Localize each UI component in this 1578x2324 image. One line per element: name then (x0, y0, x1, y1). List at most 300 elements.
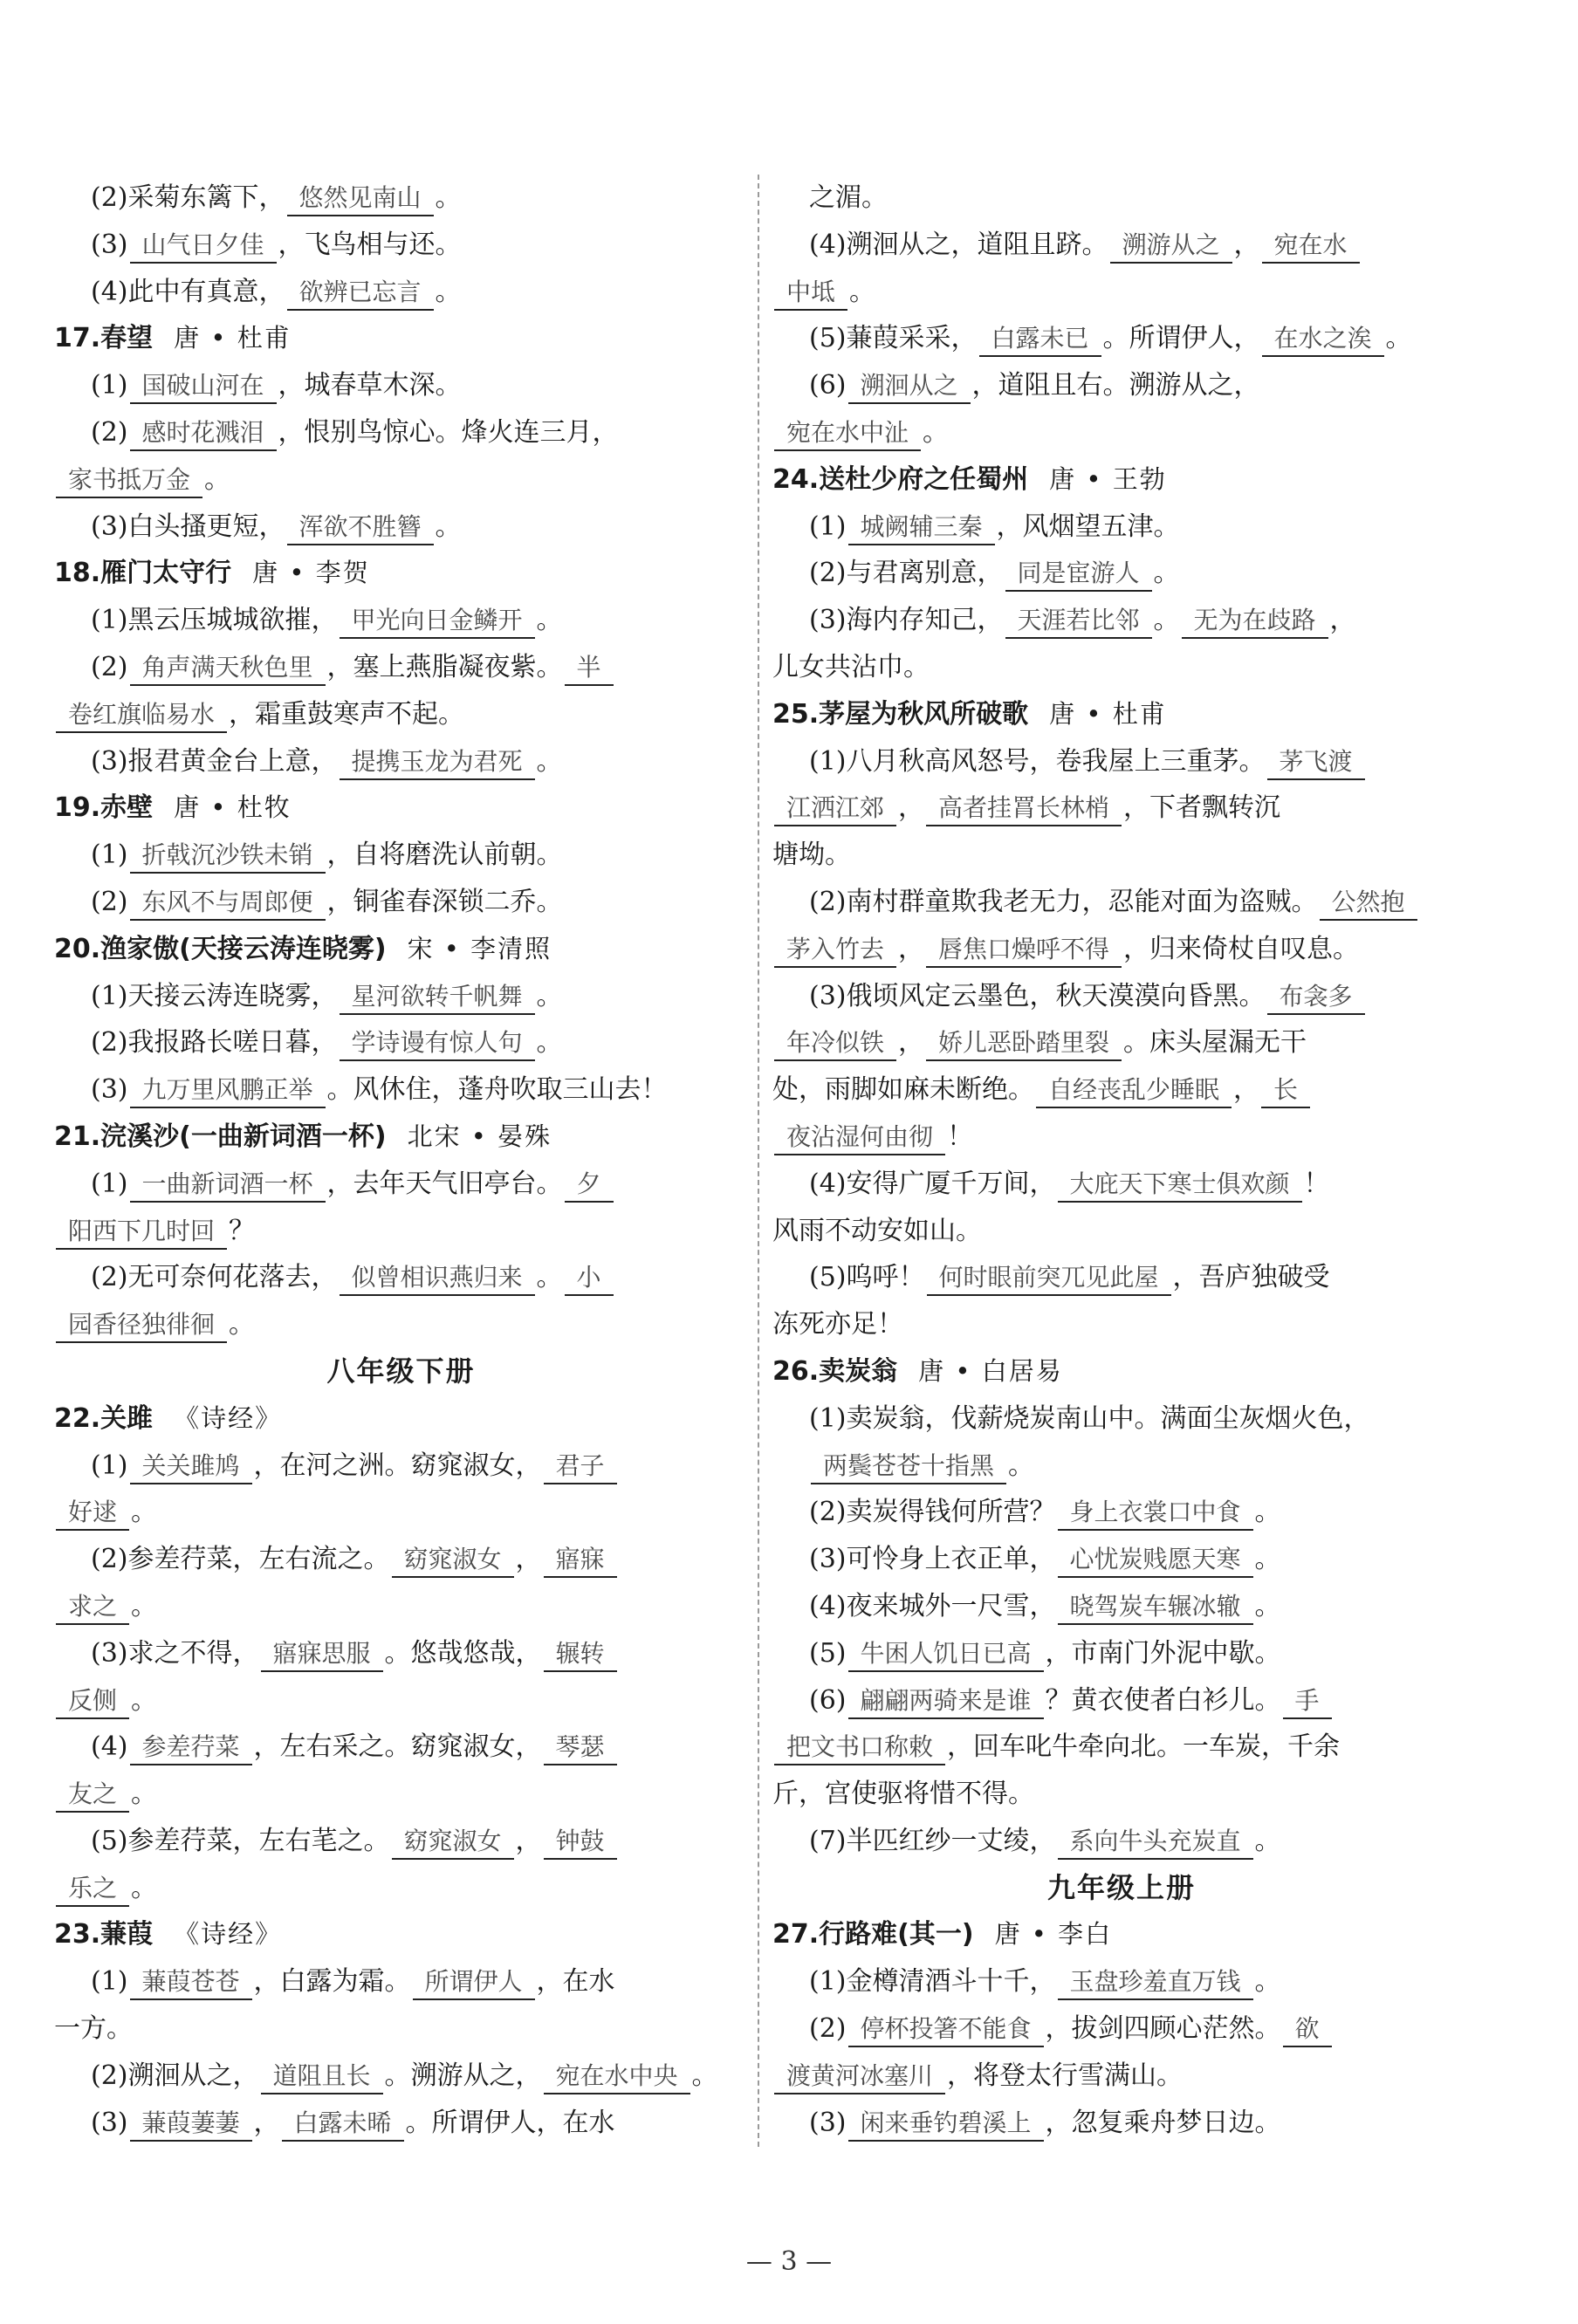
line (772, 879, 1471, 926)
answer-blank: 身上衣裳口中食 (1058, 1496, 1253, 1531)
text: 。所谓伊人， (1102, 323, 1260, 354)
answer-blank: 星河欲转千帆舞 (340, 980, 535, 1015)
text: ，霜重鼓寒声不起。 (229, 698, 465, 730)
text: ，归来倚杖自叹息。 (1123, 933, 1360, 964)
line (772, 1019, 1471, 1066)
answer-blank: 系向牛头充炭直 (1058, 1825, 1253, 1860)
text: 。溯游从之， (384, 2060, 542, 2091)
answer-blank: 山气日夕佳 (130, 229, 277, 264)
poem-author: 《诗经》 (174, 1919, 283, 1950)
answer-blank: 一曲新词酒一杯 (130, 1168, 326, 1203)
answer-blank: 在水之涘 (1262, 322, 1384, 357)
answer-blank: 玉盘珍羞直万钱 (1058, 1965, 1253, 2000)
answer-blank: 晓驾炭车辗冰辙 (1058, 1590, 1253, 1625)
text: (2) (91, 416, 128, 448)
answer-blank: 把文书口称敕 (774, 1731, 945, 1765)
text: ，下者飘转沉 (1123, 792, 1281, 824)
line (772, 785, 1471, 832)
answer-blank: 窈窕淑女 (392, 1825, 514, 1860)
line (54, 409, 748, 456)
line (772, 362, 1471, 409)
answer-blank: 乐之 (56, 1872, 129, 1907)
text: 。 (923, 416, 950, 448)
answer-blank: 折戟沉沙铁未销 (130, 839, 326, 874)
line (772, 409, 1471, 456)
text: ， (1233, 1074, 1260, 1106)
line (54, 1583, 748, 1630)
line (54, 644, 748, 691)
line (772, 644, 1471, 691)
text: (1) (91, 1168, 128, 1199)
text: 。 (1254, 1825, 1281, 1856)
answer-blank: 寤寐思服 (261, 1637, 383, 1672)
poem-title: 行路难(其一) (819, 1919, 974, 1950)
text: 。 (131, 1684, 158, 1716)
text: ，将登太行雪满山。 (947, 2060, 1184, 2091)
line (54, 2100, 748, 2147)
text: ，在河之洲。窈窕淑女， (253, 1450, 542, 1481)
line (772, 2005, 1471, 2053)
text: 。 (131, 1779, 158, 1810)
answer-blank: 君子 (544, 1450, 617, 1484)
text: ，左右采之。窈窕淑女， (253, 1731, 542, 1763)
poem-number: 26. (772, 1355, 820, 1387)
answer-blank: 浑欲不胜簪 (287, 511, 434, 545)
answer-blank: 两鬓苍苍十指黑 (811, 1450, 1006, 1484)
text: (1) (809, 511, 847, 542)
text: 。 (435, 182, 462, 213)
text: 。 (131, 1590, 158, 1621)
text: ，自将磨洗认前朝。 (326, 840, 563, 871)
text: (1) (91, 1966, 128, 1998)
line (772, 1489, 1471, 1536)
poem-heading (54, 926, 748, 973)
answer-blank: 道阻且长 (261, 2060, 383, 2094)
poem-author: 宋 • 李清照 (407, 933, 552, 963)
answer-blank: 学诗谩有惊人句 (340, 1026, 535, 1061)
text: 。 (131, 1872, 158, 1903)
poem-number: 19. (54, 792, 101, 824)
answer-blank: 宛在水 (1262, 229, 1360, 264)
text: ，回车叱牛牵向北。一车炭，千余 (947, 1731, 1341, 1763)
text: ？ (229, 1215, 256, 1246)
text: ，市南门外泥中歇。 (1045, 1637, 1281, 1669)
answer-blank: 天涯若比邻 (1005, 604, 1152, 639)
answer-blank: 公然抱 (1320, 886, 1417, 921)
line (772, 1818, 1471, 1865)
line (772, 269, 1471, 316)
text: 之湄。 (809, 182, 888, 213)
text: (2)溯洄从之， (91, 2060, 259, 2091)
poem-heading (54, 1911, 748, 1958)
line (54, 1958, 748, 2005)
poem-heading (54, 315, 748, 362)
text: ！ (947, 1121, 974, 1152)
answer-blank: 牛困人饥日已高 (848, 1637, 1044, 1672)
text: (1) (91, 1450, 128, 1481)
answer-blank: 寤寐 (544, 1543, 617, 1578)
answer-blank: 友之 (56, 1778, 129, 1813)
text: ，吾庐独破受 (1172, 1262, 1330, 1293)
poem-author: 《诗经》 (174, 1402, 283, 1433)
answer-blank: 宛在水中央 (544, 2060, 690, 2094)
answer-blank: 城阙辅三秦 (848, 511, 995, 545)
text: (3)报君黄金台上意， (91, 745, 338, 777)
text: 。 (1153, 605, 1180, 636)
answer-blank: 溯洄从之 (848, 369, 971, 404)
answer-blank: 半 (565, 651, 614, 686)
text: (1)八月秋高风怒号，卷我屋上三重茅。 (809, 745, 1266, 777)
text: 。风休住，蓬舟吹取三山去！ (326, 1074, 668, 1106)
text: ，在水 (536, 1966, 615, 1998)
section-title: 九年级上册 (1046, 1870, 1196, 1904)
answer-blank: 何时眼前突兀见此屋 (927, 1261, 1171, 1296)
line (54, 1066, 748, 1114)
text: 。 (1153, 558, 1180, 589)
poem-number: 27. (772, 1919, 820, 1950)
text: 。 (536, 1262, 563, 1293)
text: 处，雨脚如麻未断绝。 (772, 1074, 1034, 1106)
answer-blank: 长 (1261, 1073, 1310, 1108)
answer-blank: 好逑 (56, 1496, 129, 1531)
answer-blank: 辗转 (544, 1637, 617, 1672)
text: 塘坳。 (772, 840, 851, 871)
text: (3) (91, 229, 128, 260)
line (772, 1958, 1471, 2005)
text: (2)采菊东篱下， (91, 182, 285, 213)
line (54, 222, 748, 269)
text: ，风烟望五津。 (996, 511, 1180, 542)
text: (2)与君离别意， (809, 558, 1004, 589)
text: (2)我报路长嗟日暮， (91, 1027, 338, 1059)
line (772, 1630, 1471, 1677)
line (54, 1536, 748, 1583)
text: 。 (1254, 1544, 1281, 1575)
line (54, 1301, 748, 1348)
line (772, 1583, 1471, 1630)
text: (3) (91, 2107, 128, 2138)
line (772, 1114, 1471, 1161)
poem-title: 赤壁 (100, 792, 154, 824)
answer-blank: 夕 (565, 1168, 614, 1203)
text: (3)俄顷风定云墨色，秋天漠漠向昏黑。 (809, 980, 1266, 1011)
answer-blank: 家书抵万金 (56, 463, 202, 498)
line (772, 1536, 1471, 1583)
section-title: 八年级下册 (326, 1354, 476, 1388)
answer-blank: 年冷似铁 (774, 1026, 896, 1061)
poem-number: 23. (54, 1919, 101, 1950)
poem-heading (54, 1114, 748, 1161)
text: ，飞鸟相与还。 (278, 229, 462, 260)
answer-blank: 心忧炭贱愿天寒 (1058, 1543, 1253, 1578)
line (772, 504, 1471, 551)
answer-blank: 无为在歧路 (1182, 604, 1328, 639)
text: 。悠哉悠哉， (384, 1637, 542, 1669)
line (54, 362, 748, 409)
line (772, 597, 1471, 644)
text: ， (515, 1825, 542, 1856)
line (772, 1066, 1471, 1114)
answer-blank: 白露未已 (979, 322, 1101, 357)
answer-blank: 阳西下几时回 (56, 1215, 227, 1250)
text: 。 (536, 605, 563, 636)
answer-blank: 手 (1283, 1684, 1332, 1719)
poem-heading (54, 785, 748, 832)
text: (3)求之不得， (91, 1637, 259, 1669)
poem-author: 唐 • 李白 (994, 1919, 1113, 1950)
text: ，恨别鸟惊心。烽火连三月， (278, 416, 619, 448)
text: 斤，宫使驱将惜不得。 (772, 1779, 1034, 1810)
text: (4)夜来城外一尺雪， (809, 1590, 1056, 1621)
text: 。 (1008, 1450, 1035, 1481)
text: (4)此中有真意， (91, 276, 285, 307)
answer-blank: 卷红旗临易水 (56, 698, 227, 733)
answer-blank: 提携玉龙为君死 (340, 745, 535, 780)
answer-blank: 宛在水中沚 (774, 416, 921, 451)
text: 。 (1254, 1590, 1281, 1621)
text: (6) (809, 370, 847, 401)
right-column (772, 175, 1471, 2146)
answer-blank: 求之 (56, 1590, 129, 1625)
page-number: — 3 — (745, 2246, 833, 2277)
answer-blank: 蒹葭萋萋 (130, 2107, 252, 2142)
left-column (54, 175, 748, 2146)
answer-blank: 自经丧乱少睡眠 (1036, 1073, 1232, 1108)
poem-heading (772, 456, 1471, 504)
line (772, 1301, 1471, 1348)
text: (1) (91, 370, 128, 401)
line (54, 973, 748, 1020)
poem-number: 18. (54, 558, 101, 589)
line (54, 832, 748, 879)
text: 。 (435, 276, 462, 307)
line (54, 1818, 748, 1865)
text: ，忽复乘舟梦日边。 (1045, 2107, 1281, 2138)
poem-heading (54, 550, 748, 597)
line (54, 456, 748, 504)
text: ， (1233, 229, 1260, 260)
poem-number: 21. (54, 1121, 101, 1152)
poem-author: 唐 • 李贺 (252, 558, 370, 588)
poem-author: 唐 • 杜甫 (1049, 698, 1167, 729)
text: 。 (536, 745, 563, 777)
text: 。 (691, 2060, 718, 2091)
line (54, 1443, 748, 1490)
line (54, 2005, 748, 2053)
answer-blank: 唇焦口燥呼不得 (926, 933, 1122, 968)
poem-number: 24. (772, 463, 820, 495)
line (772, 973, 1471, 1020)
line (54, 504, 748, 551)
line (54, 1771, 748, 1818)
answer-blank: 溯游从之 (1110, 229, 1232, 264)
answer-blank: 九万里风鹏正举 (130, 1073, 326, 1108)
answer-blank: 停杯投箸不能食 (848, 2012, 1044, 2047)
answer-blank: 茅飞渡 (1267, 745, 1365, 780)
line (772, 738, 1471, 785)
poem-author: 唐 • 白居易 (918, 1355, 1063, 1386)
poem-author: 唐 • 王勃 (1049, 463, 1167, 494)
text: 。 (204, 463, 231, 495)
text: ，城春草木深。 (278, 370, 462, 401)
text: 一方。 (54, 2013, 133, 2045)
answer-blank: 娇儿恶卧踏里裂 (926, 1026, 1122, 1061)
text: ， (898, 792, 925, 824)
line (54, 269, 748, 316)
text: 。 (536, 1027, 563, 1059)
text: (1) (91, 840, 128, 871)
answer-blank: 欲 (1283, 2012, 1332, 2047)
answer-blank: 白露未晞 (282, 2107, 404, 2142)
text: (5) (809, 1637, 847, 1669)
answer-blank: 渡黄河冰塞川 (774, 2060, 945, 2094)
answer-blank: 悠然见南山 (287, 182, 434, 216)
line (54, 1489, 748, 1536)
text: 儿女共沾巾。 (772, 651, 930, 682)
text: 。 (229, 1309, 256, 1340)
answer-blank: 园香径独徘徊 (56, 1308, 227, 1343)
text: 。 (849, 276, 876, 307)
line (54, 879, 748, 926)
line (54, 1019, 748, 1066)
poem-title: 雁门太守行 (100, 558, 232, 589)
line (54, 1208, 748, 1255)
answer-blank: 中坻 (774, 276, 847, 311)
text: 。床头屋漏无干 (1123, 1027, 1307, 1059)
line (772, 832, 1471, 879)
line (772, 2053, 1471, 2100)
answer-blank: 国破山河在 (130, 369, 277, 404)
line (54, 1724, 748, 1771)
line (772, 550, 1471, 597)
text: ，铜雀春深锁二乔。 (326, 886, 563, 917)
line (54, 1630, 748, 1677)
text: (1)卖炭翁，伐薪烧炭南山中。满面尘灰烟火色， (809, 1402, 1370, 1434)
answer-blank: 大庇天下寒士俱欢颜 (1058, 1168, 1302, 1203)
poem-title: 蒹葭 (100, 1919, 154, 1950)
text: (2)无可奈何花落去， (91, 1262, 338, 1293)
text: (1)金樽清酒斗十千， (809, 1966, 1056, 1998)
text: (4)溯洄从之，道阻且跻。 (809, 229, 1108, 260)
text: 风雨不动安如山。 (772, 1215, 982, 1246)
text: (1)天接云涛连晓雾， (91, 980, 338, 1011)
text: (3)白头搔更短， (91, 511, 285, 542)
line (54, 691, 748, 738)
line (54, 1865, 748, 1912)
text: ，白露为霜。 (253, 1966, 411, 1998)
line (54, 738, 748, 785)
text: (1)黑云压城城欲摧， (91, 605, 338, 636)
text: (3) (809, 2107, 847, 2138)
text: (5)呜呼！ (809, 1262, 925, 1293)
text: ，道阻且右。溯游从之， (971, 370, 1260, 401)
answer-blank: 所谓伊人 (413, 1965, 535, 2000)
line (772, 1254, 1471, 1301)
line (54, 597, 748, 644)
text: (3)海内存知己， (809, 605, 1004, 636)
answer-blank: 钟鼓 (544, 1825, 617, 1860)
text: (2)卖炭得钱何所营？ (809, 1497, 1056, 1528)
answer-blank: 感时花溅泪 (130, 416, 277, 451)
line (54, 175, 748, 222)
line (54, 1254, 748, 1301)
text: (3) (91, 1074, 128, 1106)
text: ， (515, 1544, 542, 1575)
text: (4) (91, 1731, 128, 1763)
answer-blank: 蒹葭苍苍 (130, 1965, 252, 2000)
line (772, 2100, 1471, 2147)
text: (2)南村群童欺我老无力，忍能对面为盗贼。 (809, 886, 1318, 917)
poem-title: 送杜少府之任蜀州 (819, 463, 1029, 495)
poem-title: 春望 (100, 323, 154, 354)
line (772, 926, 1471, 973)
answer-blank: 茅入竹去 (774, 933, 896, 968)
answer-blank: 参差荇菜 (130, 1731, 252, 1765)
poem-number: 22. (54, 1402, 101, 1434)
answer-blank: 琴瑟 (544, 1731, 617, 1765)
answer-blank: 东风不与周郎便 (130, 886, 326, 921)
poem-author: 唐 • 杜甫 (174, 323, 292, 353)
text: 。 (131, 1497, 158, 1528)
answer-blank: 布衾多 (1267, 980, 1365, 1015)
text: 。 (536, 980, 563, 1011)
poem-heading (772, 1911, 1471, 1958)
text: ， (1329, 605, 1356, 636)
poem-heading (54, 1395, 748, 1443)
text: ， (898, 1027, 925, 1059)
line (54, 2053, 748, 2100)
poem-title: 浣溪沙(一曲新词酒一杯) (100, 1121, 387, 1152)
text: (5)参差荇菜，左右芼之。 (91, 1825, 390, 1856)
answer-blank: 江洒江郊 (774, 792, 896, 826)
line (772, 1724, 1471, 1771)
text: ，拔剑四顾心茫然。 (1045, 2013, 1281, 2045)
text: ， (253, 2107, 280, 2138)
line (772, 1677, 1471, 1724)
text: 冻死亦足！ (772, 1309, 903, 1340)
answer-blank: 甲光向日金鳞开 (340, 604, 535, 639)
line (772, 222, 1471, 269)
answer-blank: 夜沾湿何由彻 (774, 1121, 945, 1155)
text: 。所谓伊人，在水 (405, 2107, 615, 2138)
line (772, 175, 1471, 222)
text: ，塞上燕脂凝夜紫。 (326, 651, 563, 682)
poem-title: 茅屋为秋风所破歌 (819, 698, 1029, 730)
answer-blank: 高者挂罥长林梢 (926, 792, 1122, 826)
poem-heading (772, 1348, 1471, 1395)
poem-author: 唐 • 杜牧 (174, 792, 292, 823)
text: 。 (1254, 1966, 1281, 1998)
poem-title: 卖炭翁 (819, 1355, 898, 1387)
answer-blank: 反侧 (56, 1684, 129, 1719)
poem-heading (772, 691, 1471, 738)
column-divider (758, 175, 759, 2147)
line (772, 1208, 1471, 1255)
text: ，去年天气旧亭台。 (326, 1168, 563, 1199)
text: (2) (91, 886, 128, 917)
text: 。 (1254, 1497, 1281, 1528)
answer-blank: 角声满天秋色里 (130, 651, 326, 686)
poem-author: 北宋 • 晏殊 (407, 1121, 552, 1151)
text: (7)半匹红纱一丈绫， (809, 1825, 1056, 1856)
line (772, 315, 1471, 362)
answer-blank: 欲辨已忘言 (287, 276, 434, 311)
answer-blank: 小 (565, 1261, 614, 1296)
text: (2)参差荇菜，左右流之。 (91, 1544, 390, 1575)
text: ！ (1303, 1168, 1330, 1199)
line (772, 1771, 1471, 1818)
text: 。 (1385, 323, 1412, 354)
